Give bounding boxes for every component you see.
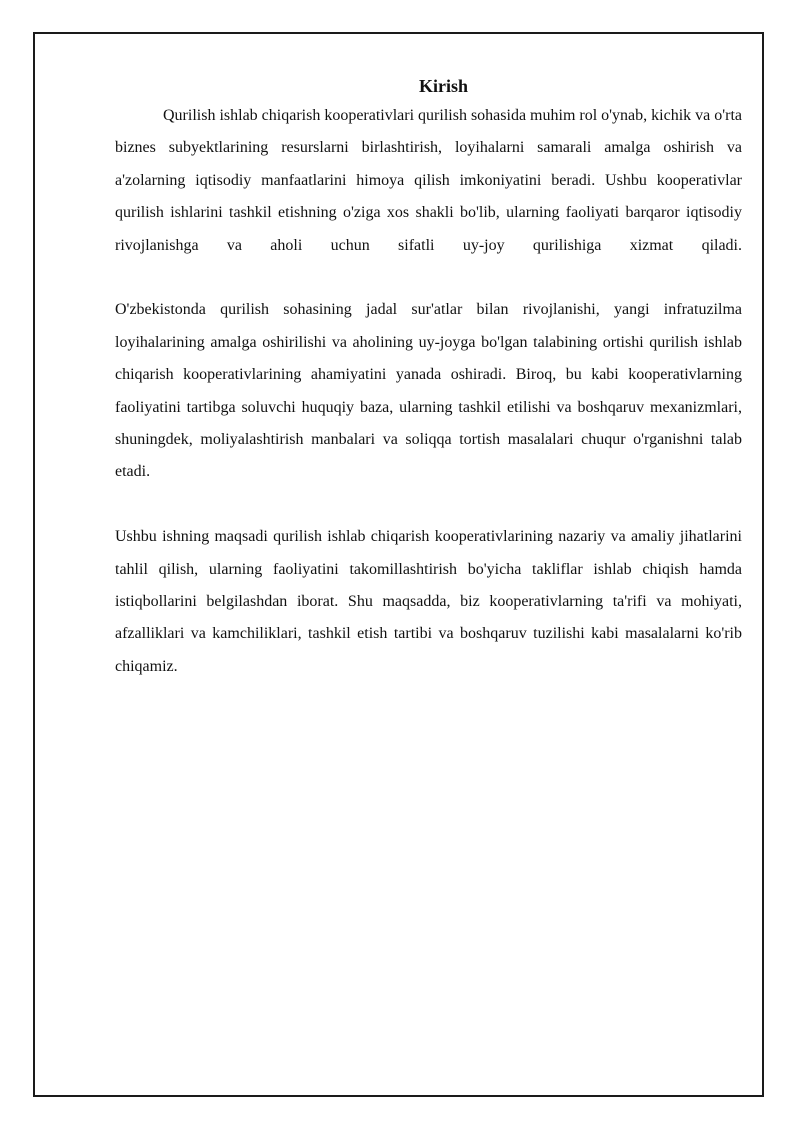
paragraph-purpose: Ushbu ishning maqsadi qurilish ishlab chiqarish kooperativlarining nazariy va amaliy jihatlarini tahlil qilish, ularning faoliyatini takomillashtirish bo'yicha takliflar ishlab chiqish hamda istiqbollarini belgilashdan iborat. Shu maqsadda, biz kooperativlarning ta'rifi va mohiyati, afzalliklari va kamchiliklari, tashkil etish tartibi va boshqaruv tuzilishi kabi masalalarni ko'rib chiqamiz.	[115, 528, 742, 675]
document-body	[115, 72, 742, 683]
document-title: Kirish	[418, 76, 468, 96]
paragraph-intro: Qurilish ishlab chiqarish kooperativlari qurilish sohasida muhim rol o'ynab, kichik va o'rta biznes subyektlarining resurslarni birlashtirish, loyihalarni samarali amalga oshirish va a'zolarning iqtisodiy manfaatlarini himoya qilish imkoniyatini beradi. Ushbu kooperativlar qurilish ishlarini tashkil etishning o'ziga xos shakli bo'lib, ularning faoliyati barqaror iqtisodiy rivojlanishga va aholi uchun sifatli uy-joy qurilishiga xizmat qiladi.	[115, 107, 742, 254]
paragraph-gap	[115, 262, 742, 294]
paragraph-context: O'zbekistonda qurilish sohasining jadal sur'atlar bilan rivojlanishi, yangi infratuzilma loyihalarining amalga oshirilishi va aholining uy-joyga bo'lgan talabining ortishi qurilish ishlab chiqarish kooperativlarining ahamiyatini yanada oshiradi. Biroq, bu kabi kooperativlarning faoliyatini tartibga soluvchi huquqiy baza, ularning tashkil etilishi va boshqaruv mexanizmlari, shuningdek, moliyalashtirish manbalari va soliqqa tortish masalalari chuqur o'rganishni talab etadi.	[115, 301, 742, 481]
paragraph-gap	[115, 489, 742, 521]
